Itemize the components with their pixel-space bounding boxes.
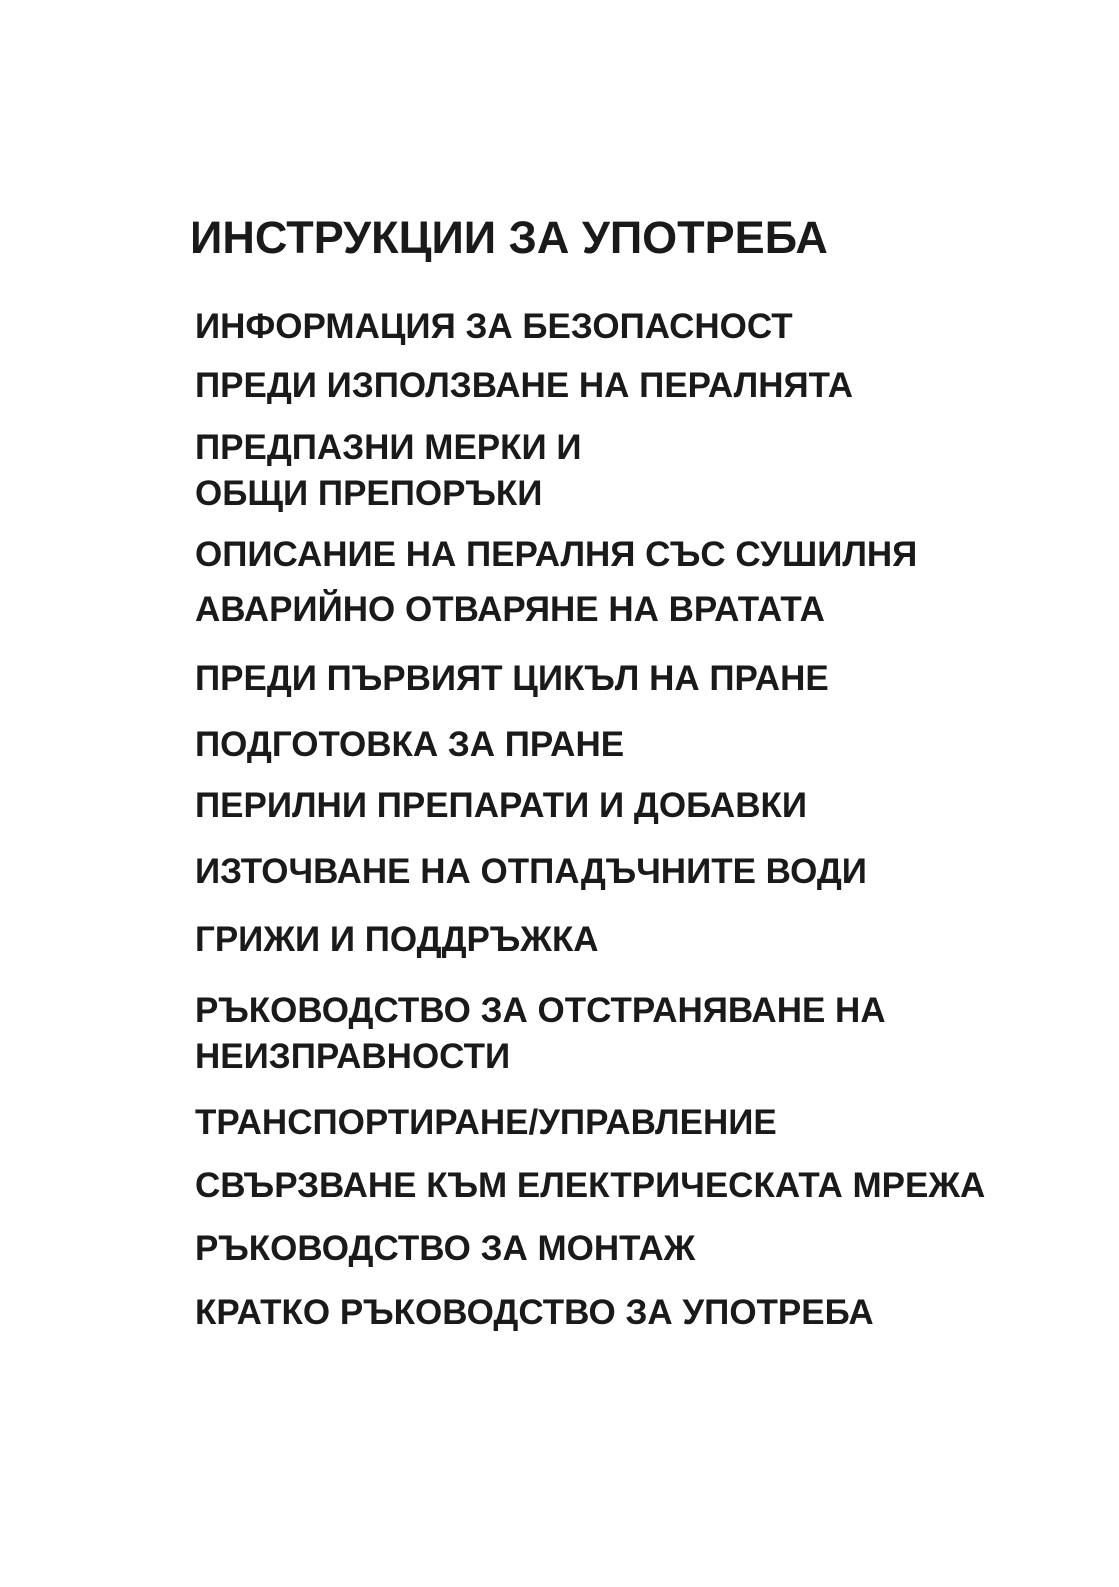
toc-item-label: ТРАНСПОРТИРАНЕ/УПРАВЛЕНИЕ [195, 1103, 777, 1142]
toc-item-label: ОПИСАНИЕ НА ПЕРАЛНЯ СЪС СУШИЛНЯ [195, 535, 918, 574]
toc-item-safety-information [195, 304, 793, 350]
toc-item-label: КРАТКО РЪКОВОДСТВО ЗА УПОТРЕБА [195, 1293, 874, 1332]
toc-item-precautions [195, 425, 582, 517]
toc-item-electrical-connection [195, 1163, 985, 1209]
toc-item-transport-handling [195, 1100, 777, 1146]
toc-item-quick-guide [195, 1290, 874, 1336]
toc-item-before-use [195, 363, 853, 409]
toc-item-label: ИНФОРМАЦИЯ ЗА БЕЗОПАСНОСТ [195, 307, 793, 346]
toc-item-label: ГРИЖИ И ПОДДРЪЖКА [195, 920, 599, 959]
toc-item-label: ПЕРИЛНИ ПРЕПАРАТИ И ДОБАВКИ [195, 786, 807, 825]
toc-item-label: РЪКОВОДСТВО ЗА МОНТАЖ [195, 1229, 696, 1268]
toc-item-label: АВАРИЙНО ОТВАРЯНЕ НА ВРАТАТА [195, 590, 825, 629]
toc-item-label-continued: ОБЩИ ПРЕПОРЪКИ [195, 474, 543, 513]
toc-item-label: ПОДГОТОВКА ЗА ПРАНЕ [195, 725, 625, 764]
toc-item-label: СВЪРЗВАНЕ КЪМ ЕЛЕКТРИЧЕСКАТА МРЕЖА [195, 1166, 986, 1205]
toc-item-label: ПРЕДИ ИЗПОЛЗВАНЕ НА ПЕРАЛНЯТА [195, 366, 854, 405]
page-title: ИНСТРУКЦИИ ЗА УПОТРЕБА [190, 212, 828, 263]
toc-item-detergents [195, 783, 807, 829]
toc-item-care-maintenance [195, 917, 599, 963]
toc-item-description [195, 532, 917, 578]
toc-item-before-first-cycle [195, 656, 829, 702]
toc-item-label-continued: НЕИЗПРАВНОСТИ [195, 1037, 511, 1076]
toc-item-installation-guide [195, 1226, 695, 1272]
toc-item-waste-water-draining [195, 849, 867, 895]
toc-item-troubleshooting [195, 988, 886, 1080]
toc-item-label: ПРЕДПАЗНИ МЕРКИ И [195, 428, 582, 467]
toc-item-label: ПРЕДИ ПЪРВИЯТ ЦИКЪЛ НА ПРАНЕ [195, 659, 829, 698]
toc-item-label: ИЗТОЧВАНЕ НА ОТПАДЪЧНИТЕ ВОДИ [195, 852, 867, 891]
toc-item-label: РЪКОВОДСТВО ЗА ОТСТРАНЯВАНЕ НА [195, 991, 886, 1030]
toc-item-emergency-door-opening [195, 587, 825, 633]
toc-item-laundry-preparation [195, 722, 624, 768]
